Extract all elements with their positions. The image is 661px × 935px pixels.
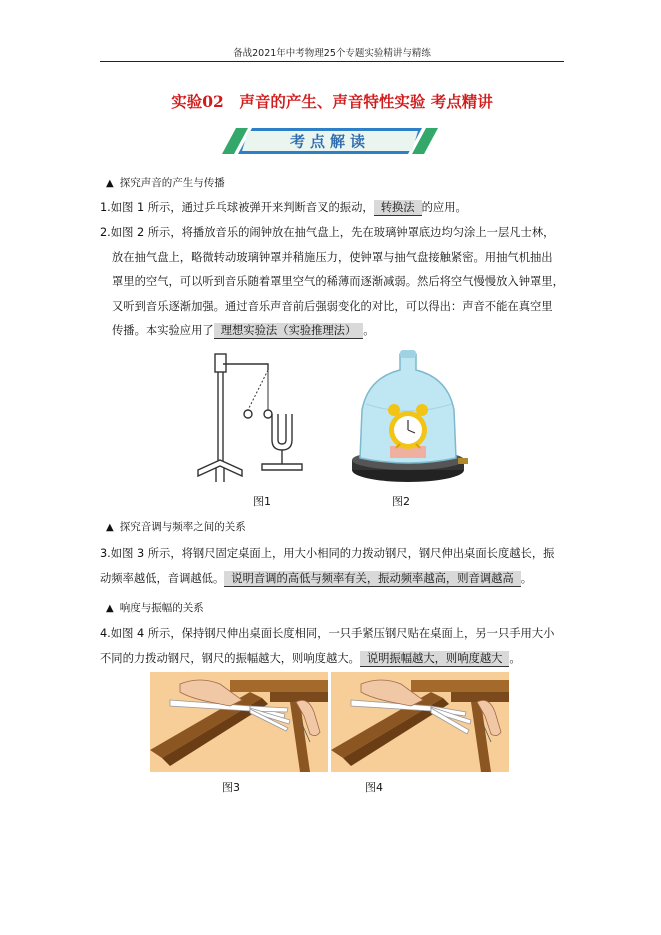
section-heading-3 xyxy=(106,600,204,615)
figure-4-caption: 图4 xyxy=(365,781,383,794)
answer-blank-2: 理想实验法（实验推理法） xyxy=(214,323,364,339)
page-header: 备战2021年中考物理25个专题实验精讲与精练 xyxy=(233,48,431,59)
answer-blank-4: 说明振幅越大，则响度越大 xyxy=(360,651,510,667)
p2-tail: 。 xyxy=(363,324,375,337)
figure-1-caption: 图1 xyxy=(253,495,271,508)
paragraph-1 xyxy=(100,196,566,221)
p1-tail: 的应用。 xyxy=(421,201,467,214)
figure-4-ruler-on-table xyxy=(331,672,509,772)
paragraph-3 xyxy=(100,542,566,591)
page-title: 实验02 声音的产生、声音特性实验 考点精讲 xyxy=(171,92,493,111)
header-divider xyxy=(100,61,564,62)
p4-line: 4.如图 4 所示，保持钢尺伸出桌面长度相同，一只手紧压钢尺贴在桌面上，另一只手用大小 xyxy=(100,627,555,640)
answer-blank-3: 说明音调的高低与频率有关，振动频率越高，则音调越高 xyxy=(224,571,520,587)
triangle-icon: ▲ xyxy=(106,522,114,533)
paragraph-2 xyxy=(100,221,566,344)
section-heading-1 xyxy=(106,175,225,190)
figure-3-caption: 图3 xyxy=(222,781,240,794)
section-title: 探究声音的产生与传播 xyxy=(119,177,225,189)
p2-line: 2.如图 2 所示，将播放音乐的闹钟放在抽气盘上，先在玻璃钟罩底边均匀涂上一层凡士林， xyxy=(100,226,555,239)
p3-tail: 。 xyxy=(520,571,533,585)
figure-2-bell-jar xyxy=(350,348,470,488)
p1-text: 1.如图 1 所示，通过乒乓球被弹开来判断音叉的振动， xyxy=(100,201,374,214)
section-title: 探究音调与频率之间的关系 xyxy=(119,521,246,533)
p3-line: 3.如图 3 所示，将钢尺固定桌面上，用大小相同的力拨动钢尺，钢尺伸出桌面长度越长，振 xyxy=(100,547,555,560)
figure-1-tuning-fork xyxy=(190,352,310,487)
p3-line: 动频率越低，音调越低。 xyxy=(100,571,225,585)
section-title: 响度与振幅的关系 xyxy=(119,602,204,614)
banner-text: 考点解读 xyxy=(289,132,371,151)
p2-line: 放在抽气盘上，略微转动玻璃钟罩并稍施压力，使钟罩与抽气盘接触紧密。用抽气机抽出 xyxy=(112,250,553,264)
section-banner xyxy=(222,128,438,154)
p4-line: 不同的力拨动钢尺，钢尺的振幅越大，则响度越大。 xyxy=(100,651,360,665)
paragraph-4 xyxy=(100,622,566,671)
triangle-icon: ▲ xyxy=(106,603,114,614)
answer-blank-1: 转换法 xyxy=(374,200,422,216)
p2-line: 又听到音乐逐渐加强。通过音乐声音前后强弱变化的对比，可以得出：声音不能在真空里 xyxy=(112,299,553,313)
triangle-icon: ▲ xyxy=(106,178,114,189)
section-heading-2 xyxy=(106,519,246,534)
figure-2-caption: 图2 xyxy=(392,495,410,508)
p2-line: 传播。本实验应用了 xyxy=(112,324,214,337)
p2-line: 罩里的空气，可以听到音乐随着罩里空气的稀薄而逐渐减弱。然后将空气慢慢放入钟罩里， xyxy=(112,275,564,288)
figure-3-ruler-on-table xyxy=(150,672,328,772)
p4-tail: 。 xyxy=(509,651,521,665)
